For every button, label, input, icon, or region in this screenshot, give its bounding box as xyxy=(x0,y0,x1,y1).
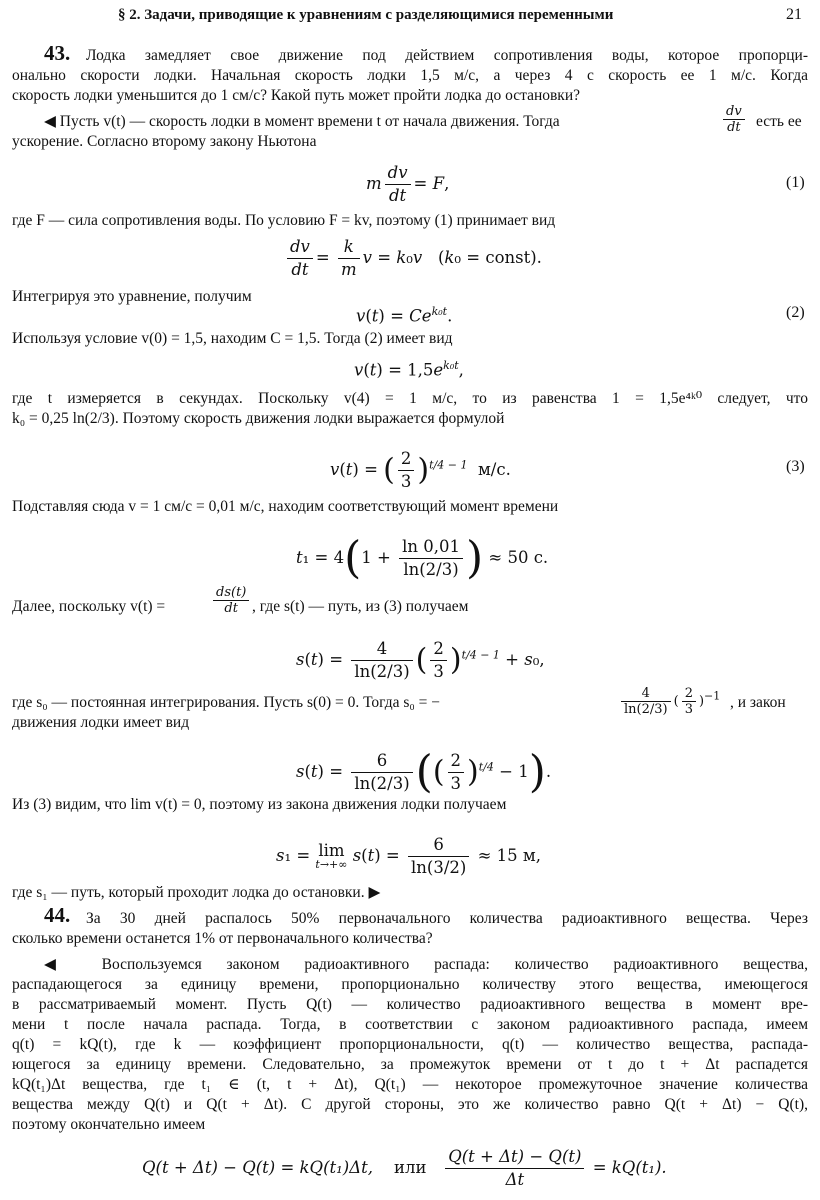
problem-43-statement-line: Лодка замедляет свое движение под действием сопротивления воды, которое пропорци- xyxy=(86,47,808,64)
problem-44-solution-line: в рассматриваемый момент. Пусть Q(t) — количество радиоактивного вещества в момент вре- xyxy=(12,996,808,1013)
problem-44-solution-line: мени t после начала распада. Тогда, в соответствии с законом радиоактивного распада, имеем xyxy=(12,1016,808,1033)
solution-text: где s₀ — постоянная интегрирования. Пусть s(0) = 0. Тогда s₀ = − xyxy=(12,694,441,711)
equation-decay-denominator: Δt xyxy=(505,1170,525,1189)
equation-decay-left: Q(t + Δt) − Q(t) = kQ(t₁)Δt, xyxy=(142,1158,373,1177)
equation-t1: t₁ = 4(1 + $\frac{\ln 0,01}{\ln(2/3)}$ ) ≈ 50 с. xyxy=(296,532,549,584)
equation-decay-numerator: Q(t + Δt) − Q(t) xyxy=(445,1146,584,1169)
problem-44-number: 44. xyxy=(44,903,71,927)
equation-v-1-5: $v(t) = 1,5e^{k_0t}$, xyxy=(354,359,464,380)
equation-s1: s₁ = lim t→+∞ s(t) = $\frac{6}{\ln(3/2)}$ ≈ 15 м, xyxy=(276,835,541,877)
solution-text: k₀ = 0,25 ln(2/3). Поэтому скорость движения лодки выражается формулой xyxy=(12,410,505,427)
equation-decay-or: или xyxy=(393,1158,427,1177)
solution-text: , и закон xyxy=(730,694,786,711)
equation-decay xyxy=(142,1146,667,1191)
equation-1: m $\frac{dv}{dt}$ = F, xyxy=(366,163,450,205)
problem-44-statement-line: сколько времени останется 1% от первоначального количества? xyxy=(12,930,433,947)
equation-motion-law: s(t) = $\frac{6}{\ln(2/3)}$ (( $\frac{2}{3}$ )$^{t/4}$ − 1). xyxy=(296,746,552,798)
solution-text: где F — сила сопротивления воды. По условию F = kv, поэтому (1) принимает вид xyxy=(12,212,556,229)
problem-44-solution-line: q(t) = kQ(t), где k — коэффициент пропорциональности, q(t) — количество вещества, распада- xyxy=(12,1036,808,1053)
problem-43-number: 43. xyxy=(44,41,71,65)
s0-value-inline: $\frac{4}{\ln(2/3)}$ ( $\frac{2}{3}$ )$^{-1}$ xyxy=(618,686,720,717)
problem-44-solution-line: распадающегося за единицу времени, пропорционально количеству этого вещества, имеющегося xyxy=(12,976,808,993)
equation-2: $v(t) = Ce^{k_0t}$. xyxy=(356,305,453,326)
solution-text: Используя условие v(0) = 1,5, находим C = 1,5. Тогда (2) имеет вид xyxy=(12,330,453,347)
ds-dt-inline: $\frac{ds(t)}{dt}$ xyxy=(210,585,252,616)
equation-3-unit: м/с. xyxy=(477,460,511,479)
problem-44-solution-line: kQ(t₁)Δt вещества, где t₁ ∈ (t, t + Δt), Q(t₁) — некоторое промежуточное значение количества xyxy=(12,1076,808,1093)
solution-text: Далее, поскольку v(t) = xyxy=(12,598,166,615)
solution-text: , где s(t) — путь, из (3) получаем xyxy=(252,598,469,615)
equation-s-t: s(t) = $\frac{4}{\ln(2/3)}$ ( $\frac{2}{3}$ )$^{t/4 - 1}$ + s₀, xyxy=(296,639,545,681)
solution-text: Из (3) видим, что lim v(t) = 0, поэтому из закона движения лодки получаем xyxy=(12,796,507,813)
solution-text: есть ее xyxy=(756,113,802,130)
equation-3: v(t) = ( $\frac{2}{3}$ )$^{t/4 - 1}$ м/с. xyxy=(330,449,511,491)
problem-44-solution-line: ◀ Воспользуемся законом радиоактивного распада: количество радиоактивного вещества, xyxy=(44,956,808,973)
dv-dt-inline: $\frac{dv}{dt}$ xyxy=(720,104,748,135)
equation-dv-dt: $\frac{dv}{dt}$ = $\frac{k}{m}$ v = k₀v (k₀ = const). xyxy=(284,236,542,281)
problem-44-statement-line: За 30 дней распалось 50% первоначального количества радиоактивного вещества. Через xyxy=(86,910,808,927)
problem-44-solution-line: вещества между Q(t) и Q(t + Δt). С другой стороны, это же количество равно Q(t + Δt) − Q(t), xyxy=(12,1096,808,1113)
problem-43-statement-line: скорость лодки уменьшится до 1 см/с? Какой путь может пройти лодка до остановки? xyxy=(12,87,581,104)
problem-43-statement-line: онально скорости лодки. Начальная скорость лодки 1,5 м/с, а через 4 с скорость ее 1 м/с. Когда xyxy=(12,67,808,84)
equation-3-number: (3) xyxy=(786,458,805,475)
solution-text: Подставляя сюда v = 1 см/с = 0,01 м/с, находим соответствующий момент времени xyxy=(12,498,559,515)
solution-text: движения лодки имеет вид xyxy=(12,714,190,731)
solution-text: ◀ Пусть v(t) — скорость лодки в момент времени t от начала движения. Тогда xyxy=(44,113,560,130)
problem-44-solution-line: ющегося за единицу времени. Следовательно, за промежуток времени от t до t + Δt распадется xyxy=(12,1056,808,1073)
problem-44-solution-line: поэтому окончательно имеем xyxy=(12,1116,206,1133)
solution-text: Интегрируя это уравнение, получим xyxy=(12,288,252,305)
solution-text: ускорение. Согласно второму закону Ньютона xyxy=(12,133,317,150)
page-number: 21 xyxy=(786,6,802,23)
solution-text: где t измеряется в секундах. Поскольку v(4) = 1 м/с, то из равенства 1 = 1,5e⁴ᵏ⁰ следует, что xyxy=(12,390,808,407)
equation-decay-right: = kQ(t₁). xyxy=(592,1158,667,1177)
solution-text: где s₁ — путь, который проходит лодка до остановки. ▶ xyxy=(12,884,381,901)
equation-2-number: (2) xyxy=(786,304,805,321)
equation-1-number: (1) xyxy=(786,174,805,191)
running-header: § 2. Задачи, приводящие к уравнениям с разделяющимися переменными xyxy=(118,7,614,23)
